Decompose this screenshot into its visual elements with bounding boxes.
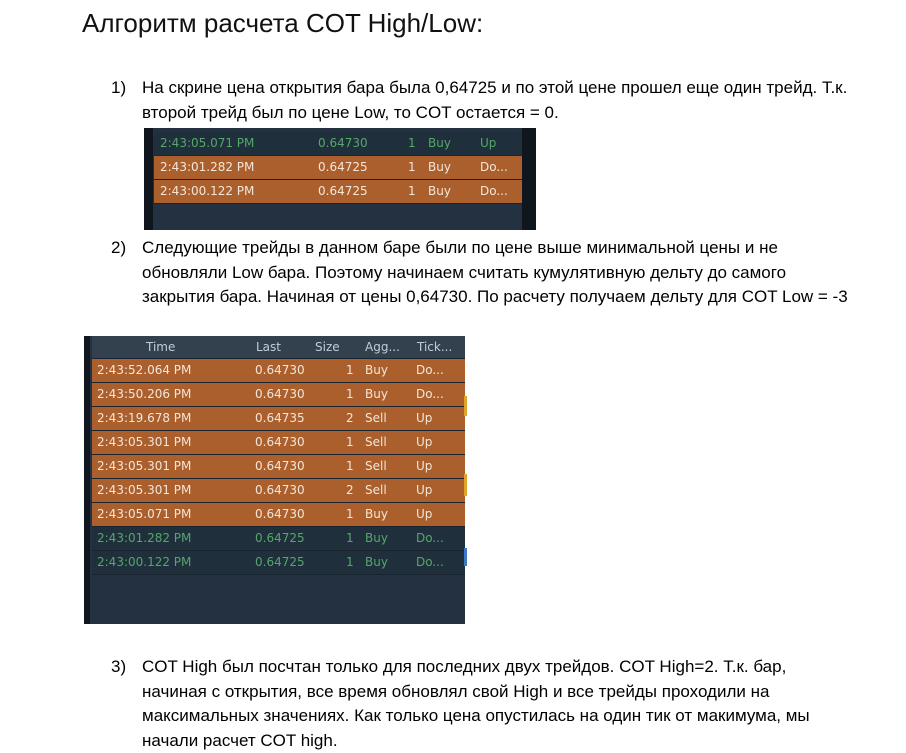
cell-tick: Up xyxy=(416,507,433,521)
table-row xyxy=(92,359,465,383)
cell-time: 2:43:05.301 PM xyxy=(97,459,192,473)
cell-tick: Up xyxy=(480,136,497,150)
scroll-marker xyxy=(464,396,467,416)
scroll-marker xyxy=(464,548,467,566)
table-row xyxy=(92,407,465,431)
cell-agg: Buy xyxy=(365,507,388,521)
cell-size: 1 xyxy=(346,387,354,401)
cell-time: 2:43:05.071 PM xyxy=(160,136,255,150)
cell-agg: Buy xyxy=(428,136,451,150)
list-item-text: Следующие трейды в данном баре были по цене выше минимальной цены и не обновляли Low бара. Поэтому начинаем считать кумулятивную дельту до самого закрытия бара. Начиная от цены 0,64730. По расчету получаем дельту для COT Low = -3 xyxy=(142,238,848,306)
cell-size: 1 xyxy=(408,160,416,174)
cell-agg: Buy xyxy=(428,184,451,198)
cell-last: 0.64735 xyxy=(255,411,305,425)
column-header[interactable]: Agg... xyxy=(365,340,400,354)
cell-last: 0.64725 xyxy=(255,531,305,545)
column-header[interactable]: Last xyxy=(256,340,281,354)
cell-agg: Buy xyxy=(365,531,388,545)
cell-size: 1 xyxy=(346,459,354,473)
cell-time: 2:43:05.301 PM xyxy=(97,483,192,497)
cell-last: 0.64725 xyxy=(318,184,368,198)
cell-time: 2:43:05.301 PM xyxy=(97,435,192,449)
cell-time: 2:43:50.206 PM xyxy=(97,387,192,401)
table-row xyxy=(92,455,465,479)
list-item-text: На скрине цена открытия бара была 0,64725 и по этой цене прошел еще один трейд. Т.к. второй трейд был по цене Low, то COT остается = 0. xyxy=(142,78,848,122)
cell-time: 2:43:00.122 PM xyxy=(160,184,255,198)
cell-agg: Buy xyxy=(428,160,451,174)
cell-last: 0.64730 xyxy=(255,387,305,401)
table-row xyxy=(92,479,465,503)
column-header[interactable]: Tick... xyxy=(417,340,453,354)
document-title: Алгоритм расчета COT High/Low: xyxy=(82,8,484,38)
table-row xyxy=(154,156,522,180)
cell-size: 1 xyxy=(346,363,354,377)
table-row xyxy=(92,551,465,575)
cell-size: 2 xyxy=(346,411,354,425)
cell-size: 1 xyxy=(346,555,354,569)
cell-size: 1 xyxy=(346,435,354,449)
cell-agg: Buy xyxy=(365,387,388,401)
cell-time: 2:43:01.282 PM xyxy=(160,160,255,174)
cell-time: 2:43:05.071 PM xyxy=(97,507,192,521)
cell-last: 0.64730 xyxy=(255,483,305,497)
cell-size: 1 xyxy=(346,507,354,521)
cell-last: 0.64725 xyxy=(318,160,368,174)
cell-agg: Sell xyxy=(365,459,387,473)
cell-agg: Sell xyxy=(365,411,387,425)
trades-table-1 xyxy=(144,128,536,230)
cell-time: 2:43:19.678 PM xyxy=(97,411,192,425)
cell-last: 0.64725 xyxy=(255,555,305,569)
cell-time: 2:43:01.282 PM xyxy=(97,531,192,545)
cell-size: 1 xyxy=(346,531,354,545)
table-row xyxy=(92,431,465,455)
cell-tick: Up xyxy=(416,411,433,425)
cell-tick: Up xyxy=(416,435,433,449)
cell-tick: Do... xyxy=(416,531,444,545)
table-row xyxy=(92,527,465,551)
column-header[interactable]: Time xyxy=(146,340,176,354)
cell-time: 2:43:52.064 PM xyxy=(97,363,192,377)
cell-agg: Sell xyxy=(365,435,387,449)
table-left-edge xyxy=(84,336,90,624)
cell-last: 0.64730 xyxy=(255,363,305,377)
table-left-edge xyxy=(144,128,153,230)
cell-time: 2:43:00.122 PM xyxy=(97,555,192,569)
cell-tick: Do... xyxy=(416,387,444,401)
list-item-text: COT High был посчтан только для последних двух трейдов. COT High=2. Т.к. бар, начиная с открытия, все время обновлял свой High и все трейды проходили на максимальных значениях. Как только цена опустилась на один тик от макимума, мы начали расчет COT high. xyxy=(142,657,810,750)
table-row xyxy=(92,503,465,527)
cell-last: 0.64730 xyxy=(255,459,305,473)
table-header-row xyxy=(92,336,465,359)
cell-tick: Up xyxy=(416,483,433,497)
cell-agg: Buy xyxy=(365,363,388,377)
scroll-marker xyxy=(464,474,467,496)
cell-last: 0.64730 xyxy=(255,507,305,521)
table-row xyxy=(92,383,465,407)
cell-tick: Do... xyxy=(480,184,508,198)
list-number: 1) xyxy=(111,78,127,97)
table-row xyxy=(154,180,522,204)
cell-tick: Up xyxy=(416,459,433,473)
cell-size: 1 xyxy=(408,184,416,198)
cell-last: 0.64730 xyxy=(318,136,368,150)
cell-last: 0.64730 xyxy=(255,435,305,449)
trades-table-2 xyxy=(84,336,465,624)
table-right-edge xyxy=(522,128,536,230)
cell-size: 1 xyxy=(408,136,416,150)
list-number: 2) xyxy=(111,238,127,257)
cell-size: 2 xyxy=(346,483,354,497)
column-header[interactable]: Size xyxy=(315,340,340,354)
cell-tick: Do... xyxy=(480,160,508,174)
cell-tick: Do... xyxy=(416,555,444,569)
cell-tick: Do... xyxy=(416,363,444,377)
list-number: 3) xyxy=(111,657,127,676)
cell-agg: Sell xyxy=(365,483,387,497)
table-row xyxy=(154,132,522,156)
cell-agg: Buy xyxy=(365,555,388,569)
